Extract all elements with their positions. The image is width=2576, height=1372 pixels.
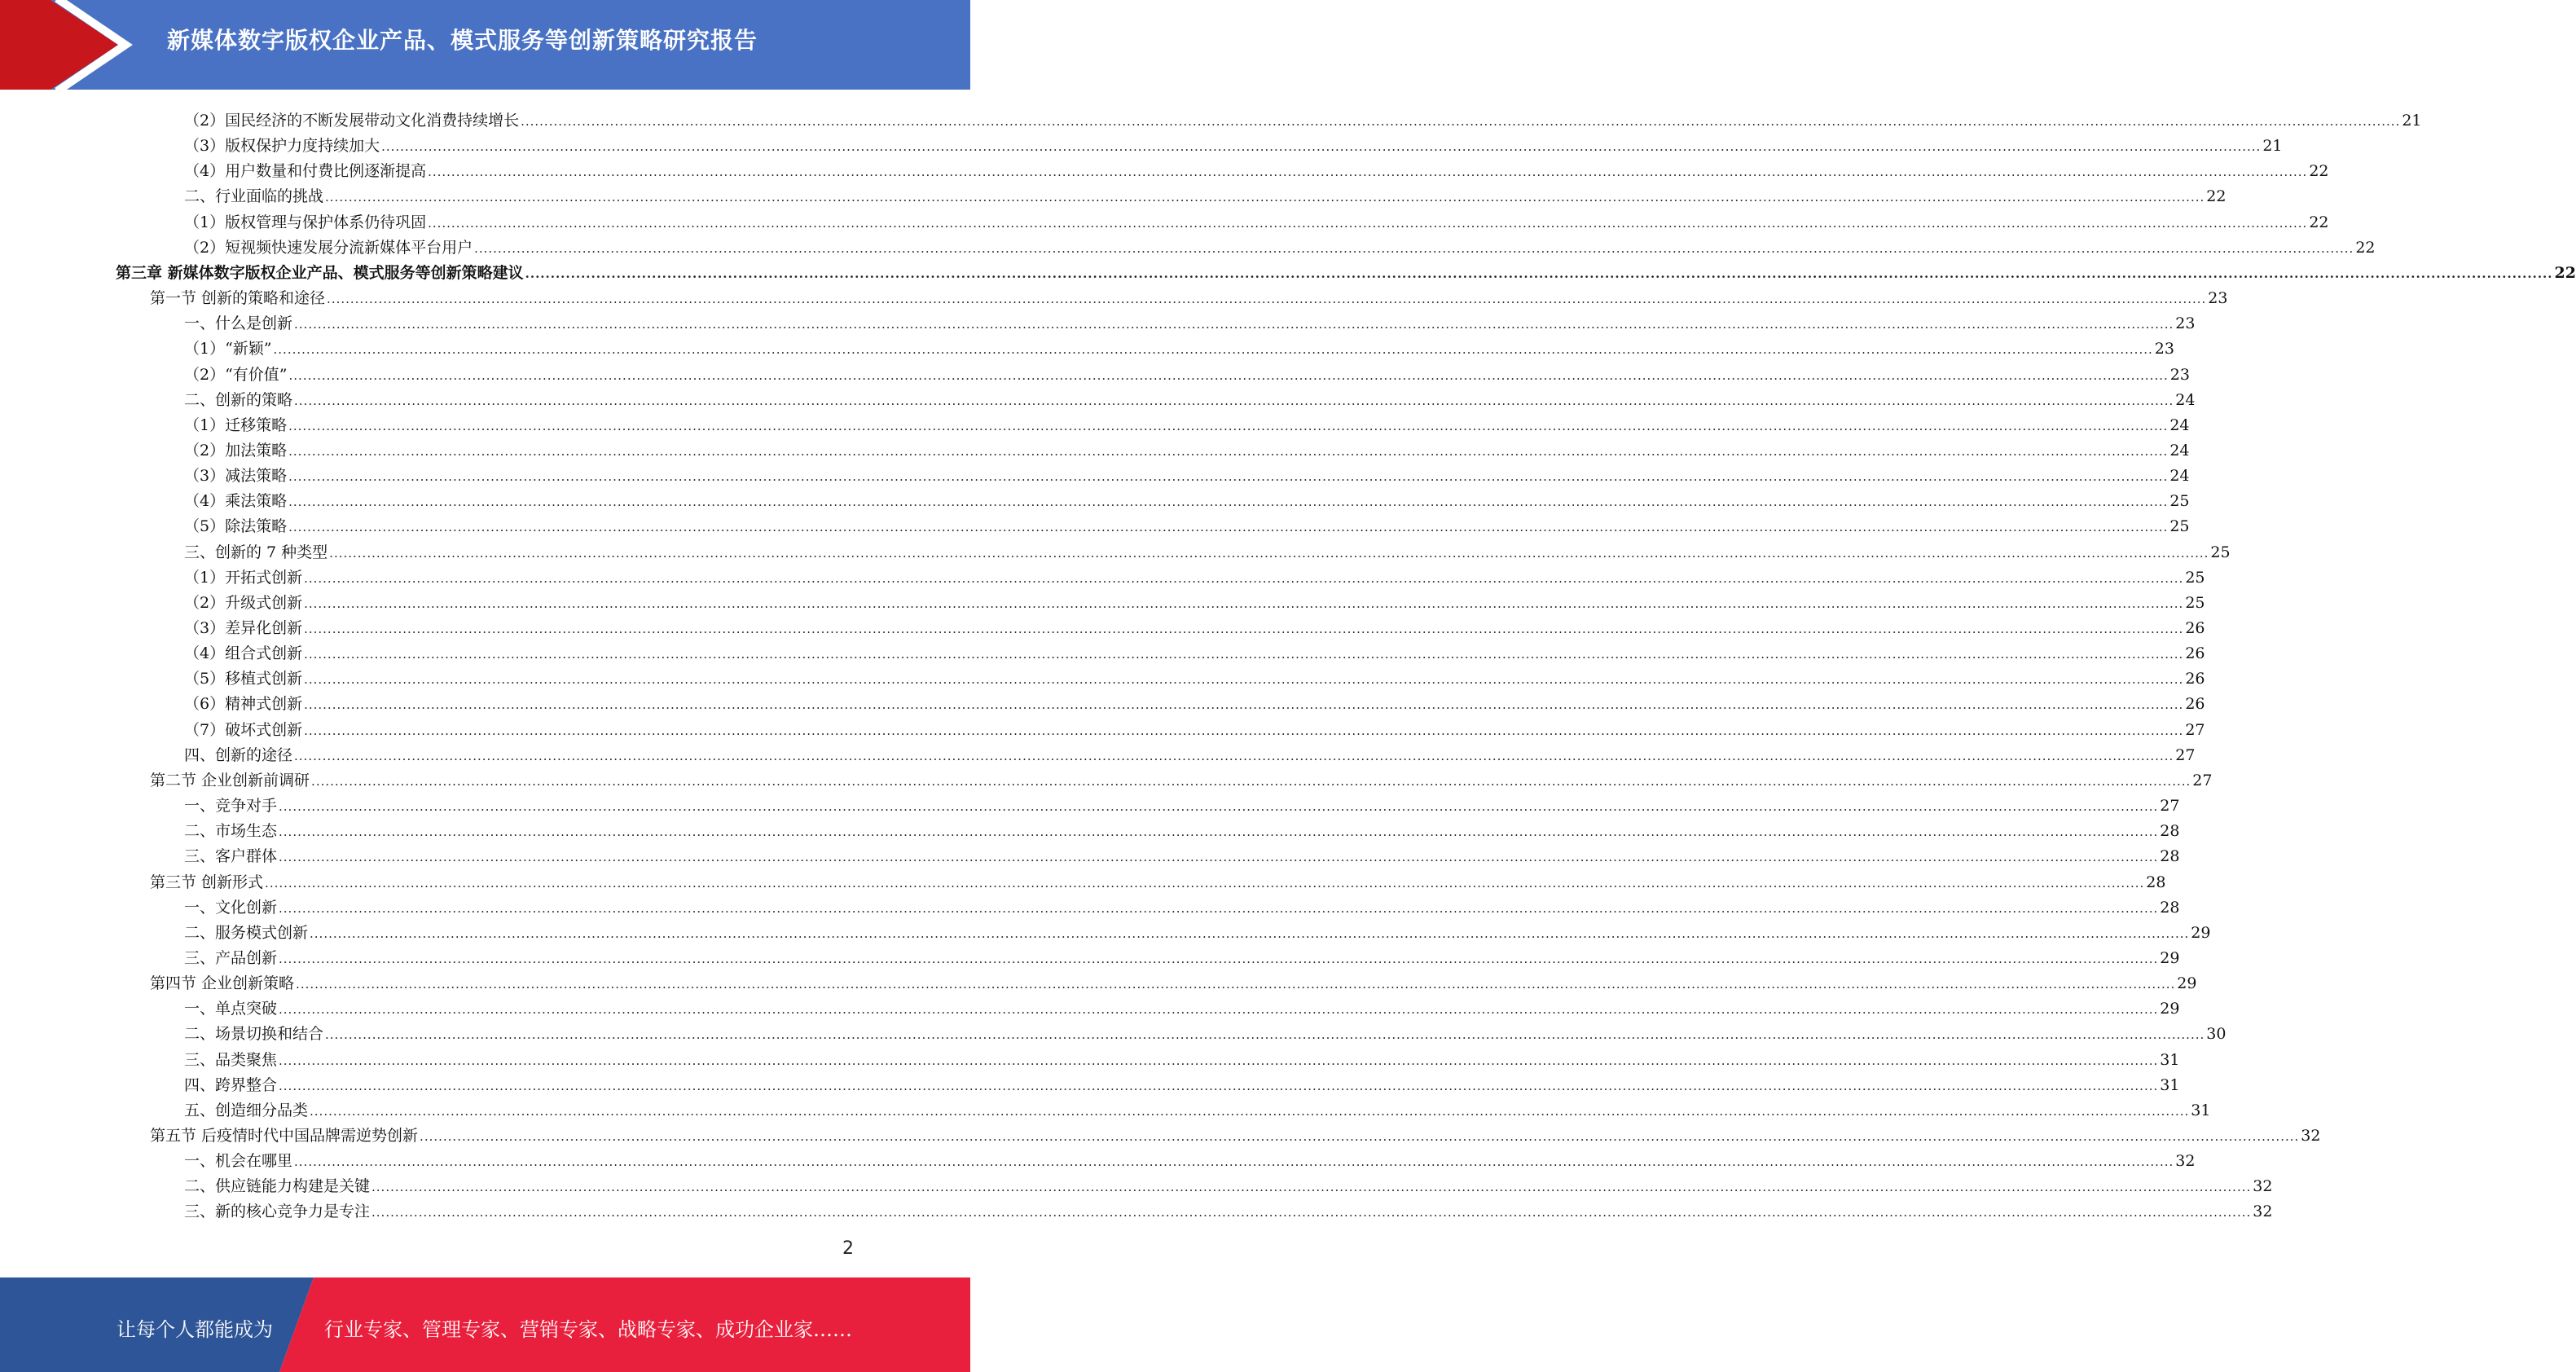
toc-entry[interactable] [184, 1069, 2180, 1094]
toc-dot-leader: ................................................................................................................................................................................................................................................................................................................................................................................................................ [304, 622, 2184, 636]
toc-entry-page: 27 [2160, 797, 2180, 816]
toc-dot-leader: ................................................................................................................................................................................................................................................................................................................................................................................................................ [304, 570, 2184, 586]
toc-dot-leader: ................................................................................................................................................................................................................................................................................................................................................................................................................ [279, 951, 2159, 966]
toc-entry-label: （1）版权管理与保护体系仍待巩固 [184, 213, 427, 231]
toc-entry-page: 28 [2146, 873, 2166, 891]
toc-entry[interactable] [184, 739, 2196, 764]
toc-dot-leader: ................................................................................................................................................................................................................................................................................................................................................................................................................ [296, 977, 2176, 992]
toc-entry-label: 第一节 创新的策略和途径 [150, 289, 326, 308]
toc-entry-label: （4）乘法策略 [184, 492, 288, 511]
toc-entry[interactable] [184, 840, 2180, 866]
toc-entry[interactable] [184, 231, 2376, 257]
toc-dot-leader: ................................................................................................................................................................................................................................................................................................................................................................................................................ [294, 1154, 2174, 1170]
toc-entry-label: （3）版权保护力度持续加大 [184, 137, 380, 156]
toc-dot-leader: ................................................................................................................................................................................................................................................................................................................................................................................................................ [288, 443, 2169, 459]
toc-entry-label: 五、创造细分品类 [184, 1101, 309, 1119]
toc-entry[interactable] [184, 104, 2422, 130]
toc-entry[interactable] [184, 891, 2180, 917]
toc-entry-label: 一、机会在哪里 [184, 1152, 293, 1171]
toc-entry[interactable] [184, 358, 2190, 384]
toc-entry-label: （3）差异化创新 [184, 619, 303, 637]
toc-entry-page: 28 [2160, 847, 2180, 866]
toc-entry[interactable] [184, 384, 2196, 409]
toc-entry-label: （4）组合式创新 [184, 644, 303, 663]
toc-dot-leader: ................................................................................................................................................................................................................................................................................................................................................................................................................ [288, 367, 2169, 383]
toc-entry-page: 22 [2206, 187, 2227, 206]
toc-dot-leader: ................................................................................................................................................................................................................................................................................................................................................................................................................ [279, 1053, 2159, 1068]
toc-dot-leader: ................................................................................................................................................................................................................................................................................................................................................................................................................ [420, 1129, 2300, 1144]
toc-entry[interactable] [116, 257, 2576, 282]
toc-entry[interactable] [184, 434, 2190, 460]
toc-entry[interactable] [184, 612, 2205, 637]
toc-dot-leader: ................................................................................................................................................................................................................................................................................................................................................................................................................ [311, 773, 2191, 789]
toc-entry[interactable] [184, 307, 2196, 333]
toc-entry-page: 27 [2175, 745, 2196, 764]
toc-entry-label: 二、供应链能力构建是关键 [184, 1177, 371, 1196]
toc-dot-leader: ................................................................................................................................................................................................................................................................................................................................................................................................................ [329, 545, 2209, 561]
toc-entry-label: 三、客户群体 [184, 847, 278, 866]
toc-entry-label: （2）国民经济的不断发展带动文化消费持续增长 [184, 112, 520, 130]
toc-entry-label: 二、服务模式创新 [184, 923, 309, 942]
toc-entry-label: （2）“有价值” [184, 365, 288, 384]
toc-dot-leader: ................................................................................................................................................................................................................................................................................................................................................................................................................ [325, 1027, 2205, 1043]
toc-entry-label: （1）开拓式创新 [184, 568, 303, 587]
toc-dot-leader: ................................................................................................................................................................................................................................................................................................................................................................................................................ [288, 469, 2169, 485]
toc-entry[interactable] [184, 917, 2211, 942]
toc-entry[interactable] [184, 332, 2174, 358]
toc-entry[interactable] [150, 967, 2197, 993]
toc-dot-leader: ................................................................................................................................................................................................................................................................................................................................................................................................................ [304, 723, 2184, 738]
toc-entry-page: 26 [2185, 644, 2205, 663]
toc-dot-leader: ................................................................................................................................................................................................................................................................................................................................................................................................................ [371, 1205, 2252, 1220]
toc-entry-page: 23 [2175, 314, 2196, 333]
toc-dot-leader: ................................................................................................................................................................................................................................................................................................................................................................................................................ [279, 799, 2159, 815]
toc-dot-leader: ................................................................................................................................................................................................................................................................................................................................................................................................................ [525, 266, 2553, 281]
toc-entry-label: 四、跨界整合 [184, 1075, 278, 1094]
toc-entry[interactable] [184, 587, 2205, 612]
toc-dot-leader: ................................................................................................................................................................................................................................................................................................................................................................................................................ [327, 292, 2207, 307]
toc-entry-label: 三、新的核心竞争力是专注 [184, 1203, 371, 1221]
toc-entry[interactable] [184, 485, 2190, 511]
toc-entry-label: （3）减法策略 [184, 467, 288, 486]
toc-entry-page: 26 [2185, 619, 2205, 637]
toc-entry[interactable] [150, 764, 2213, 789]
toc-entry-page: 22 [2309, 213, 2329, 231]
toc-entry-page: 27 [2192, 771, 2213, 789]
toc-entry-page: 22 [2309, 162, 2329, 181]
toc-entry[interactable] [184, 714, 2205, 739]
toc-entry-label: （5）除法策略 [184, 517, 288, 536]
toc-entry-label: （2）加法策略 [184, 441, 288, 460]
toc-dot-leader: ................................................................................................................................................................................................................................................................................................................................................................................................................ [279, 1078, 2159, 1093]
toc-entry-page: 31 [2191, 1101, 2211, 1119]
toc-entry-page: 27 [2185, 720, 2205, 739]
toc-entry-label: （1）“新颖” [184, 340, 272, 358]
toc-entry-label: 第四节 企业创新策略 [150, 974, 295, 993]
toc-entry[interactable] [184, 1094, 2211, 1119]
toc-entry-page: 28 [2160, 822, 2180, 841]
toc-dot-leader: ................................................................................................................................................................................................................................................................................................................................................................................................................ [304, 596, 2184, 611]
toc-entry[interactable] [184, 1195, 2273, 1221]
toc-entry[interactable] [184, 409, 2190, 434]
toc-entry-page: 22 [2355, 238, 2376, 257]
toc-entry-page: 29 [2177, 974, 2197, 993]
toc-entry-page: 24 [2169, 416, 2190, 434]
toc-entry-page: 21 [2262, 137, 2283, 156]
toc-entry[interactable] [150, 866, 2166, 891]
toc-dot-leader: ................................................................................................................................................................................................................................................................................................................................................................................................................ [521, 114, 2401, 129]
toc-entry-label: （7）破坏式创新 [184, 720, 303, 739]
toc-entry-page: 32 [2253, 1177, 2273, 1196]
toc-entry[interactable] [150, 1119, 2321, 1145]
toc-entry-page: 29 [2160, 1000, 2180, 1018]
page-number: 2 [842, 1238, 854, 1259]
toc-entry-page: 30 [2206, 1025, 2227, 1044]
toc-dot-leader: ................................................................................................................................................................................................................................................................................................................................................................................................................ [304, 647, 2184, 662]
toc-dot-leader: ................................................................................................................................................................................................................................................................................................................................................................................................................ [279, 825, 2159, 840]
toc-entry-label: 三、品类聚焦 [184, 1050, 278, 1069]
toc-entry[interactable] [184, 789, 2180, 816]
toc-entry-label: （6）精神式创新 [184, 695, 303, 714]
toc-entry-page: 21 [2402, 112, 2422, 130]
toc-entry[interactable] [184, 1145, 2196, 1171]
toc-entry-page: 25 [2185, 593, 2205, 612]
toc-entry[interactable] [184, 942, 2180, 967]
toc-entry[interactable] [184, 815, 2180, 841]
toc-entry-page: 24 [2169, 441, 2190, 460]
toc-entry-label: 二、场景切换和结合 [184, 1025, 324, 1044]
toc-entry[interactable] [184, 1018, 2227, 1044]
toc-entry[interactable] [184, 1044, 2180, 1069]
toc-entry-label: 二、行业面临的挑战 [184, 187, 324, 206]
toc-dot-leader: ................................................................................................................................................................................................................................................................................................................................................................................................................ [279, 850, 2159, 865]
toc-dot-leader: ................................................................................................................................................................................................................................................................................................................................................................................................................ [310, 926, 2190, 941]
toc-dot-leader: ................................................................................................................................................................................................................................................................................................................................................................................................................ [279, 900, 2159, 916]
toc-entry-label: 一、什么是创新 [184, 314, 293, 333]
toc-entry-page: 25 [2169, 517, 2190, 536]
toc-dot-leader: ................................................................................................................................................................................................................................................................................................................................................................................................................ [325, 190, 2205, 205]
footer-slogan-right: 行业专家、管理专家、营销专家、战略专家、成功企业家…… [324, 1318, 852, 1341]
toc-dot-leader: ................................................................................................................................................................................................................................................................................................................................................................................................................ [381, 139, 2262, 155]
toc-entry-page: 28 [2160, 898, 2180, 917]
toc-entry-label: 三、产品创新 [184, 948, 278, 967]
toc-entry-label: （4）用户数量和付费比例逐渐提高 [184, 162, 427, 181]
toc-dot-leader: ................................................................................................................................................................................................................................................................................................................................................................................................................ [474, 240, 2354, 256]
toc-entry[interactable] [184, 180, 2227, 206]
toc-entry-page: 26 [2185, 695, 2205, 714]
toc-entry-page: 24 [2175, 390, 2196, 409]
toc-entry[interactable] [184, 662, 2205, 688]
toc-entry-page: 24 [2169, 467, 2190, 486]
toc-dot-leader: ................................................................................................................................................................................................................................................................................................................................................................................................................ [294, 393, 2174, 408]
toc-dot-leader: ................................................................................................................................................................................................................................................................................................................................................................................................................ [265, 875, 2145, 890]
page-footer [0, 1277, 970, 1372]
toc-entry[interactable] [184, 206, 2329, 231]
toc-dot-leader: ................................................................................................................................................................................................................................................................................................................................................................................................................ [279, 1002, 2159, 1018]
toc-entry-page: 29 [2191, 923, 2211, 942]
toc-entry-label: 二、市场生态 [184, 822, 278, 841]
toc-dot-leader: ................................................................................................................................................................................................................................................................................................................................................................................................................ [288, 495, 2169, 510]
toc-entry-page: 23 [2169, 365, 2190, 384]
toc-dot-leader: ................................................................................................................................................................................................................................................................................................................................................................................................................ [428, 165, 2308, 180]
toc-entry-label: 一、文化创新 [184, 898, 278, 917]
toc-entry-label: 一、单点突破 [184, 1000, 278, 1018]
footer-slogan-left: 让每个人都能成为 [116, 1318, 273, 1341]
toc-entry[interactable] [184, 130, 2283, 156]
toc-dot-leader: ................................................................................................................................................................................................................................................................................................................................................................................................................ [288, 520, 2169, 535]
toc-entry-label: 二、创新的策略 [184, 390, 293, 409]
toc-entry-page: 31 [2160, 1050, 2180, 1069]
report-title: 新媒体数字版权企业产品、模式服务等创新策略研究报告 [167, 27, 758, 54]
toc-entry-page: 23 [2154, 340, 2174, 358]
toc-entry-label: （2）短视频快速发展分流新媒体平台用户 [184, 238, 473, 257]
toc-entry-label: 第二节 企业创新前调研 [150, 771, 310, 789]
toc-entry[interactable] [184, 536, 2231, 561]
toc-dot-leader: ................................................................................................................................................................................................................................................................................................................................................................................................................ [371, 1180, 2252, 1195]
toc-entry[interactable] [184, 992, 2180, 1018]
toc-dot-leader: ................................................................................................................................................................................................................................................................................................................................................................................................................ [294, 748, 2174, 763]
toc-entry[interactable] [184, 510, 2190, 536]
toc-entry-label: （5）移植式创新 [184, 670, 303, 688]
toc-entry[interactable] [184, 688, 2205, 714]
toc-entry-page: 32 [2301, 1127, 2321, 1145]
toc-entry-label: 三、创新的 7 种类型 [184, 543, 328, 561]
toc-entry-label: 第三章 新媒体数字版权企业产品、模式服务等创新策略建议 [116, 263, 524, 282]
toc-dot-leader: ................................................................................................................................................................................................................................................................................................................................................................................................................ [304, 697, 2184, 713]
toc-entry[interactable] [150, 282, 2228, 308]
toc-entry-label: 四、创新的途径 [184, 745, 293, 764]
toc-dot-leader: ................................................................................................................................................................................................................................................................................................................................................................................................................ [310, 1103, 2190, 1119]
toc-entry-page: 32 [2253, 1203, 2273, 1221]
toc-entry-page: 25 [2185, 568, 2205, 587]
toc-entry[interactable] [184, 1170, 2273, 1196]
toc-entry-label: 一、竞争对手 [184, 797, 278, 816]
toc-dot-leader: ................................................................................................................................................................................................................................................................................................................................................................................................................ [288, 418, 2169, 433]
toc-entry-page: 23 [2208, 289, 2228, 308]
toc-entry-page: 22 [2554, 263, 2576, 282]
toc-entry[interactable] [184, 155, 2329, 181]
toc-entry-label: 第五节 后疫情时代中国品牌需逆势创新 [150, 1127, 419, 1145]
toc-entry-page: 26 [2185, 670, 2205, 688]
toc-entry-page: 25 [2169, 492, 2190, 511]
toc-entry-page: 29 [2160, 948, 2180, 967]
toc-entry-label: 第三节 创新形式 [150, 873, 264, 891]
toc-dot-leader: ................................................................................................................................................................................................................................................................................................................................................................................................................ [304, 672, 2184, 688]
toc-dot-leader: ................................................................................................................................................................................................................................................................................................................................................................................................................ [273, 342, 2153, 358]
toc-entry[interactable] [184, 561, 2205, 587]
toc-dot-leader: ................................................................................................................................................................................................................................................................................................................................................................................................................ [428, 215, 2308, 231]
toc-entry-page: 25 [2210, 543, 2231, 561]
page-header [0, 0, 970, 90]
toc-entry-page: 31 [2160, 1075, 2180, 1094]
toc-entry[interactable] [184, 637, 2205, 663]
toc-dot-leader: ................................................................................................................................................................................................................................................................................................................................................................................................................ [294, 317, 2174, 332]
toc-entry-page: 32 [2175, 1152, 2196, 1171]
toc-entry-label: （2）升级式创新 [184, 593, 303, 612]
toc-entry-label: （1）迁移策略 [184, 416, 288, 434]
toc-entry[interactable] [184, 460, 2190, 486]
